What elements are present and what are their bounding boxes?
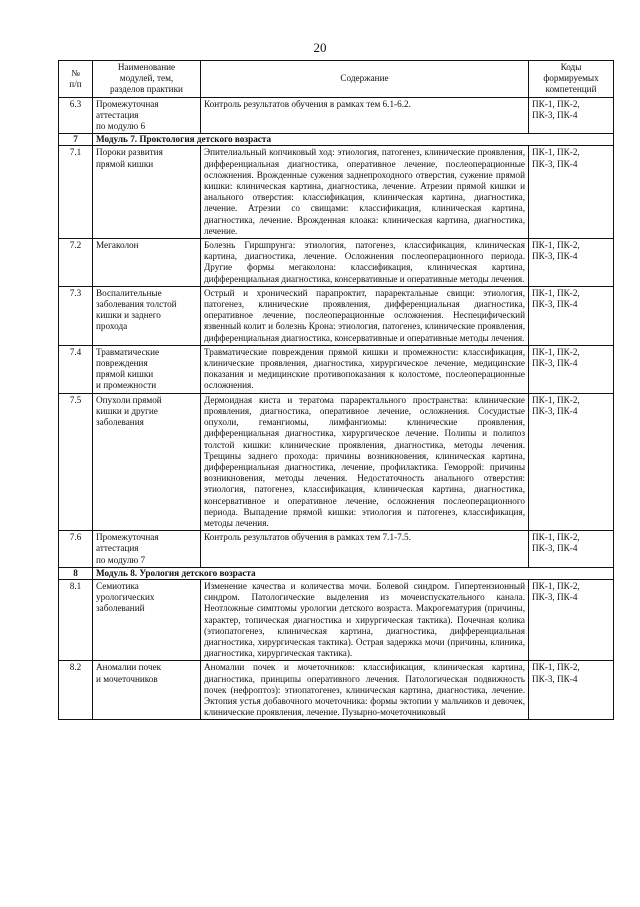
competency-codes: ПК-1, ПК-2, ПК-3, ПК-4 bbox=[529, 239, 614, 287]
topic-name: Мегаколон bbox=[93, 239, 201, 287]
topic-content: Дермоидная киста и тератома параректального пространства: клинические проявления, диагностика, оперативное лечение, осложнения. Сосудистые опухоли, гемангиомы, лимфангиомы: клинические проявления, дифференциальная диагностика, хирургическое лечение. Полипы и полипоз толстой кишки: клинические проявления, диагностика, методы лечения. Трещины заднего прохода: причины возникновения, клиническая картина, дифференциальная диагностика, лечение, профилактика. Геморрой: причины возникновения, методы лечения. Недостаточность анального отверстия: этиология, патогенез, классификация, клиническая картина, диагностика, консервативное и оперативное лечение, осложнения послеоперационного периода. Выпадение прямой кишки: этиология и патогенез, классификация, методы лечения. bbox=[201, 393, 529, 530]
module-row bbox=[59, 134, 614, 146]
topic-name: Промежуточная аттестация по модулю 7 bbox=[93, 531, 201, 568]
topic-num: 7.2 bbox=[59, 239, 93, 287]
topic-name: Опухоли прямой кишки и другие заболевания bbox=[93, 393, 201, 530]
page-number: 20 bbox=[313, 40, 327, 55]
table-body bbox=[59, 97, 614, 720]
competency-codes: ПК-1, ПК-2, ПК-3, ПК-4 bbox=[529, 393, 614, 530]
header-name: Наименование модулей, тем, разделов практики bbox=[93, 61, 201, 98]
topic-num: 7.6 bbox=[59, 531, 93, 568]
module-row bbox=[59, 567, 614, 579]
topic-content: Аномалии почек и мочеточников: классификация, клиническая картина, диагностика, принципы оперативного лечения. Патологическая подвижность почек (нефроптоз): этиопатогенез, клиническая картина, диагностика, лечение. Эктопия устья добавочного мочеточника: формы эктопии у мальчиков и девочек, клинические проявления, лечение. Пузырно-мочеточниковый bbox=[201, 661, 529, 720]
competency-codes: ПК-1, ПК-2, ПК-3, ПК-4 bbox=[529, 345, 614, 393]
topic-content: Эпителиальный копчиковый ход: этиология, патогенез, клинические проявления, дифференциальная диагностика, оперативное лечение, послеоперационные осложнения. Врожденные сужения заднепроходного отверстия, сужение прямой кишки: клиническая картина, диагностика, лечение. Атрезии прямой кишки и анального отверстия: классификация, клиническая картина, диагностика, лечение. Атрезии со свищами: классификация, клиническая картина, диагностика, лечение. Врожденная клоака: клиническая картина, диагностика, лечение. bbox=[201, 146, 529, 239]
topic-num: 7.4 bbox=[59, 345, 93, 393]
topic-row bbox=[59, 661, 614, 720]
module-title: Модуль 7. Проктология детского возраста bbox=[93, 134, 614, 146]
competency-codes: ПК-1, ПК-2, ПК-3, ПК-4 bbox=[529, 286, 614, 345]
topic-name: Аномалии почек и мочеточников bbox=[93, 661, 201, 720]
competency-codes: ПК-1, ПК-2, ПК-3, ПК-4 bbox=[529, 146, 614, 239]
topic-num: 8.1 bbox=[59, 579, 93, 660]
topic-row bbox=[59, 146, 614, 239]
topic-content: Контроль результатов обучения в рамках тем 7.1-7.5. bbox=[201, 531, 529, 568]
topic-row bbox=[59, 393, 614, 530]
topic-name: Семиотика урологических заболеваний bbox=[93, 579, 201, 660]
topic-num: 7.1 bbox=[59, 146, 93, 239]
topic-row bbox=[59, 579, 614, 660]
module-title: Модуль 8. Урология детского возраста bbox=[93, 567, 614, 579]
competency-codes: ПК-1, ПК-2, ПК-3, ПК-4 bbox=[529, 579, 614, 660]
header-num: № п/п bbox=[59, 61, 93, 98]
topic-content: Болезнь Гиршпрунга: этиология, патогенез, классификация, клиническая картина, диагностика, лечение. Осложнения послеоперационного периода. Другие формы мегаколона: классификация, клиническая картина, дифференциальная диагностика, консервативные и оперативные методы лечения. bbox=[201, 239, 529, 287]
topic-name: Воспалительные заболевания толстой кишки и заднего прохода bbox=[93, 286, 201, 345]
topic-row bbox=[59, 531, 614, 568]
topic-num: 8.2 bbox=[59, 661, 93, 720]
topic-num: 7.5 bbox=[59, 393, 93, 530]
topic-name: Травматические повреждения прямой кишки и промежности bbox=[93, 345, 201, 393]
topic-num: 6.3 bbox=[59, 97, 93, 134]
topic-content: Контроль результатов обучения в рамках тем 6.1-6.2. bbox=[201, 97, 529, 134]
competency-codes: ПК-1, ПК-2, ПК-3, ПК-4 bbox=[529, 661, 614, 720]
topic-content: Травматические повреждения прямой кишки и промежности: классификация, клинические проявления, диагностика, хирургическое лечение, медицинские показания и медицинские противопоказания к колостоме, послеоперационные осложнения. bbox=[201, 345, 529, 393]
table-header-row bbox=[59, 61, 614, 98]
topic-num: 7.3 bbox=[59, 286, 93, 345]
topic-content: Изменение качества и количества мочи. Болевой синдром. Гипертензионный синдром. Патологические выделения из мочеиспускательного канала. Неотложные симптомы урологии детского возраста. Макрогематурия (причины, характер, топическая диагностика и хирургическая тактика). Почечная колика (этиопатогенез, клиническая картина, диагностика, дифференциальная диагностика, хирургическая тактика). Острая задержка мочи (причины, клиника, диагностика, хирургическая тактика). bbox=[201, 579, 529, 660]
module-num: 8 bbox=[59, 567, 93, 579]
header-content: Содержание bbox=[201, 61, 529, 98]
competency-codes: ПК-1, ПК-2, ПК-3, ПК-4 bbox=[529, 531, 614, 568]
topic-row bbox=[59, 345, 614, 393]
module-num: 7 bbox=[59, 134, 93, 146]
header-codes: Коды формируемых компетенций bbox=[529, 61, 614, 98]
competency-codes: ПК-1, ПК-2, ПК-3, ПК-4 bbox=[529, 97, 614, 134]
topic-row bbox=[59, 239, 614, 287]
topic-name: Промежуточная аттестация по модулю 6 bbox=[93, 97, 201, 134]
topic-row bbox=[59, 97, 614, 134]
curriculum-table bbox=[58, 60, 614, 720]
topic-row bbox=[59, 286, 614, 345]
topic-name: Пороки развития прямой кишки bbox=[93, 146, 201, 239]
topic-content: Острый и хронический парапроктит, параректальные свищи: этиология, патогенез, клинические проявления, дифференциальная диагностика, оперативное лечение, послеоперационные осложнения. Неспецифический язвенный колит и болезнь Крона: этиология, патогенез, клинические проявления, дифференциальная диагностика, консервативные и оперативные методы лечения. bbox=[201, 286, 529, 345]
